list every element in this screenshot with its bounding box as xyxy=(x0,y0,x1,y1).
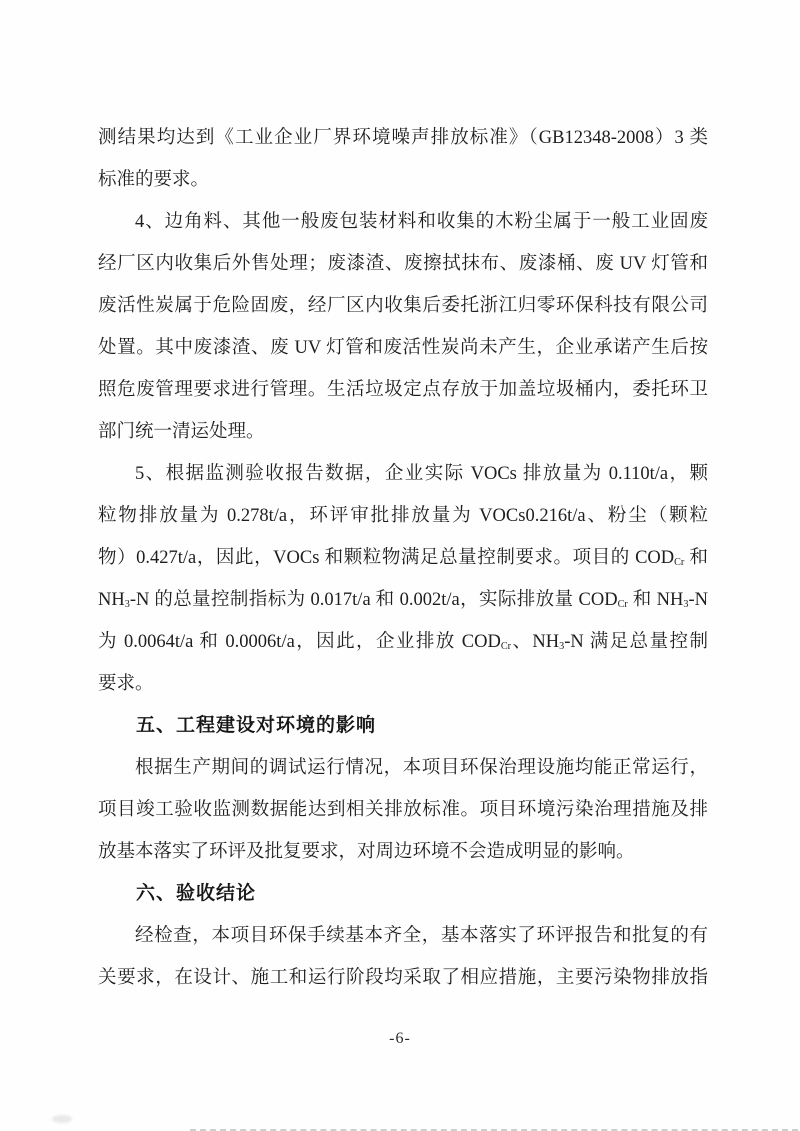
text-line: 经厂区内收集后外售处理；废漆渣、废擦拭抹布、废漆桶、废 UV 灯管和 xyxy=(98,254,708,274)
section-heading: 六、验收结论 xyxy=(136,883,257,904)
text-line: 经检查，本项目环保手续基本齐全，基本落实了环评报告和批复的有 xyxy=(135,926,708,946)
text-line: 废活性炭属于危险固废，经厂区内收集后委托浙江归零环保科技有限公司 xyxy=(98,296,708,316)
text-line: 放基本落实了环评及批复要求，对周边环境不会造成明显的影响。 xyxy=(98,842,635,862)
text-line: 5、根据监测验收报告数据，企业实际 VOCs 排放量为 0.110t/a，颗 xyxy=(135,464,708,484)
scan-artifact-smudge xyxy=(52,1115,72,1123)
page-number: -6- xyxy=(389,1030,411,1047)
text-line: 测结果均达到《工业企业厂界环境噪声排放标准》（GB12348-2008）3 类 xyxy=(98,128,708,148)
section-heading: 五、工程建设对环境的影响 xyxy=(136,715,377,736)
text-line: 部门统一清运处理。 xyxy=(98,422,265,442)
text-line: 标准的要求。 xyxy=(98,170,210,190)
text-line: $NH_3-N$ 的总量控制指标为 0.017t/a 和 0.002t/a，实际排放量 $COD_{Cr}$ 和 $NH_3-N$ xyxy=(98,590,708,610)
text-line: 4、边角料、其他一般废包装材料和收集的木粉尘属于一般工业固废 xyxy=(135,212,708,232)
text-line: 处置。其中废漆渣、废 UV 灯管和废活性炭尚未产生，企业承诺产生后按 xyxy=(98,338,708,358)
text-line: 项目竣工验收监测数据能达到相关排放标准。项目环境污染治理措施及排 xyxy=(98,800,708,820)
text-line: 照危废管理要求进行管理。生活垃圾定点存放于加盖垃圾桶内，委托环卫 xyxy=(98,380,708,400)
text-line: 要求。 xyxy=(98,674,154,694)
text-line: 根据生产期间的调试运行情况，本项目环保治理设施均能正常运行， xyxy=(135,758,708,778)
document-body xyxy=(98,117,708,999)
text-line: 为 0.0064t/a 和 0.0006t/a，因此，企业排放 $COD_{Cr}$、$NH_3-N$ 满足总量控制 xyxy=(98,632,708,652)
text-line: 关要求，在设计、施工和运行阶段均采取了相应措施，主要污染物排放指 xyxy=(98,968,708,988)
text-line: 粒物排放量为 0.278t/a，环评审批排放量为 VOCs0.216t/a、粉尘（颗粒 xyxy=(98,506,708,526)
text-line: 物）0.427t/a，因此，VOCs 和颗粒物满足总量控制要求。项目的 $COD_{Cr}$ 和 xyxy=(98,548,708,568)
